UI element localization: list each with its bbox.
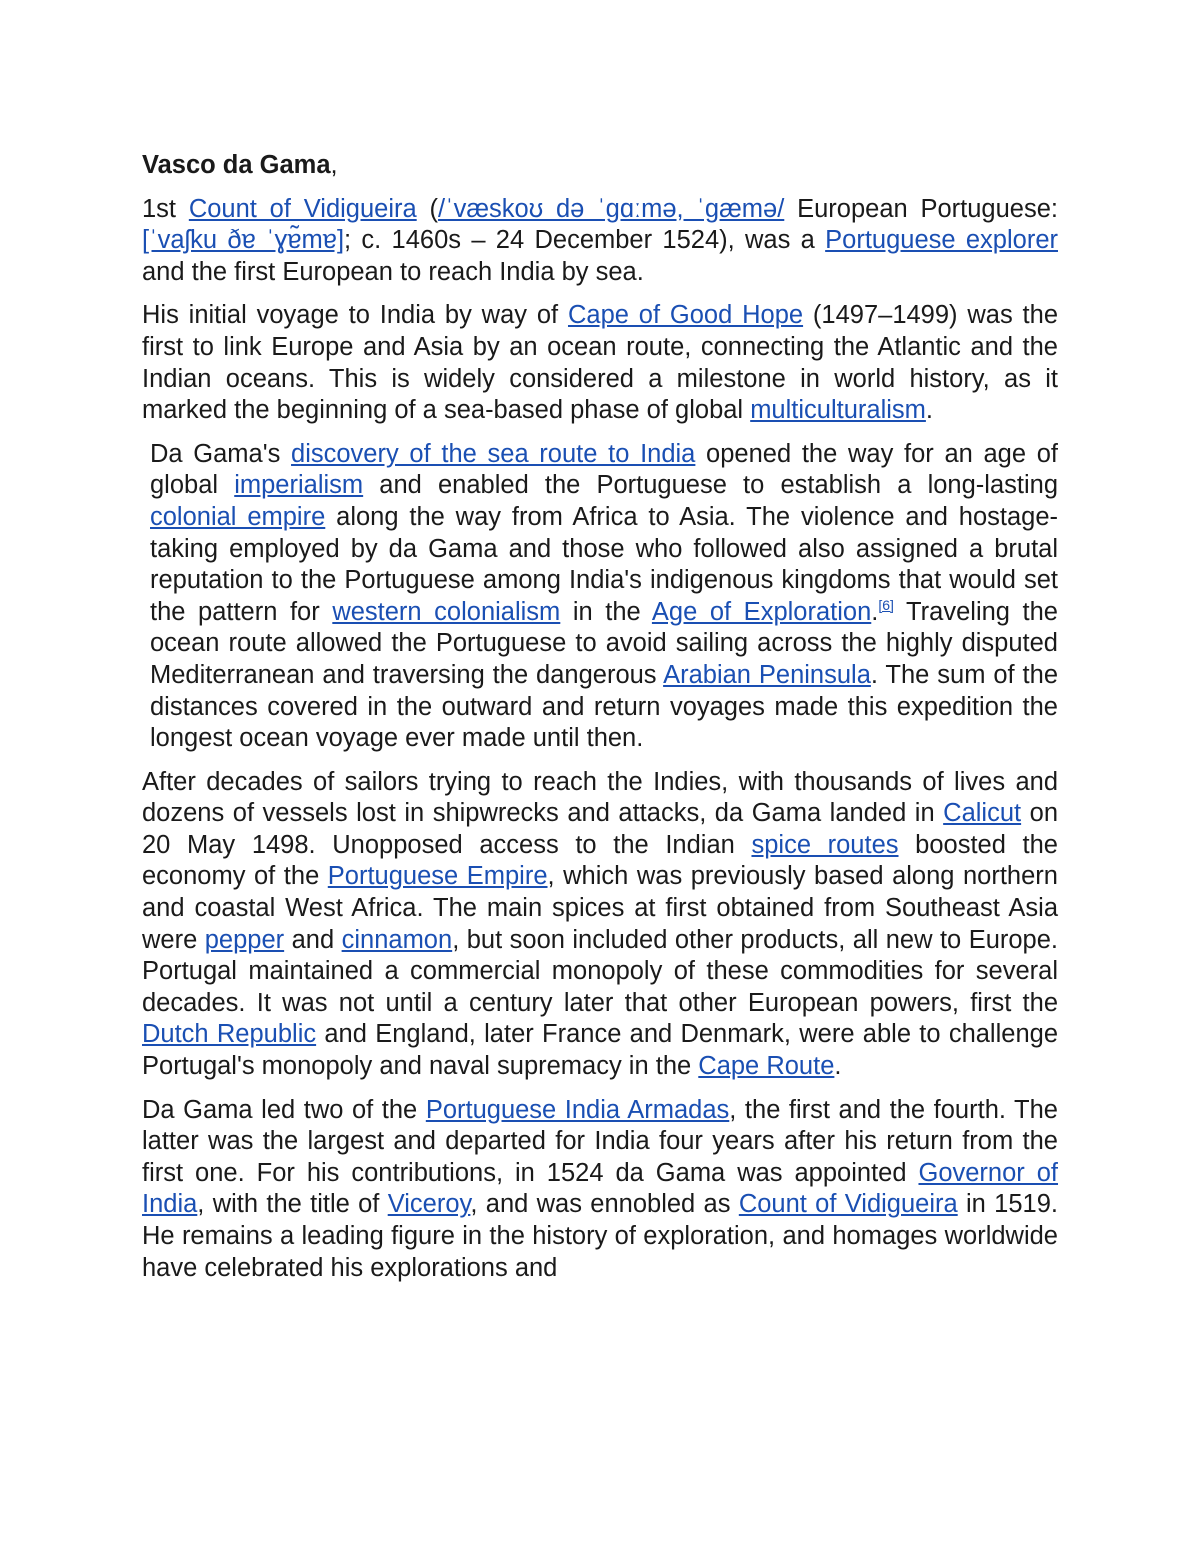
wiki-link[interactable]: Portuguese Empire — [327, 862, 548, 891]
text-run: . — [834, 1052, 842, 1081]
wiki-link[interactable]: Count of Vidigueira — [188, 194, 417, 223]
citation-superscript — [878, 597, 894, 613]
text-run: Da Gama's — [150, 439, 292, 468]
text-run: ( — [416, 194, 439, 223]
wiki-link[interactable]: Age of Exploration — [651, 597, 872, 626]
text-run: and enabled the Portuguese to establish a long-lasting — [363, 471, 1059, 500]
citation-link[interactable]: [6] — [878, 596, 894, 613]
paragraph-1 — [142, 194, 1058, 289]
wiki-link[interactable]: Portuguese explorer — [825, 226, 1058, 255]
text-run: , but soon included other products, all new to Europe. Portugal maintained a commercial monopoly of these commodities for several decades. It was not until a century later that other European powers, first the — [142, 925, 1059, 1017]
wiki-link[interactable]: cinnamon — [341, 925, 453, 954]
document-body — [142, 194, 1058, 1285]
paragraph-2 — [142, 300, 1058, 426]
document-title — [142, 150, 1058, 182]
wiki-link[interactable]: Portuguese India Armadas — [425, 1095, 730, 1124]
title-name: Vasco da Gama — [142, 151, 331, 179]
text-run: , and was ennobled as — [470, 1190, 739, 1219]
paragraph-3 — [142, 439, 1058, 755]
text-run: , which was previously based along northern and coastal West Africa. The main spices at first obtained from Southeast Asia were — [142, 862, 1058, 954]
text-run: 1st — [142, 194, 189, 223]
text-run: . — [925, 396, 933, 425]
wiki-link[interactable]: imperialism — [234, 471, 364, 500]
text-run: His initial voyage to India by way of — [142, 301, 568, 330]
text-run: Traveling the ocean route allowed the Portuguese to avoid sailing across the highly disputed Mediterranean and traversing the dangerous — [150, 597, 1058, 689]
wiki-link[interactable]: Dutch Republic — [142, 1020, 317, 1049]
text-run: boosted the economy of the — [142, 830, 1058, 891]
text-run: opened the way for an age of global — [150, 439, 1058, 500]
text-run: and — [284, 925, 342, 954]
text-run: (1497–1499) was the first to link Europe and Asia by an ocean route, connecting the Atlantic and the Indian oceans. This is widely considered a milestone in world history, as it marked the beginning of a sea-based phase of global — [142, 301, 1059, 425]
text-run: ; c. 1460s – 24 December 1524), was a — [344, 226, 826, 255]
paragraph-4 — [142, 767, 1058, 1083]
text-run: in the — [560, 597, 652, 626]
wiki-link[interactable]: colonial empire — [150, 502, 326, 531]
wiki-link[interactable]: [ˈvaʃku ðɐ ˈɣɐ̃mɐ] — [142, 226, 345, 255]
wiki-link[interactable]: western colonialism — [332, 597, 561, 626]
text-run: and the first European to reach India by sea. — [142, 257, 644, 286]
text-run: , with the title of — [197, 1190, 388, 1219]
wiki-link[interactable]: spice routes — [751, 830, 899, 859]
paragraph-5 — [142, 1095, 1058, 1285]
title-punctuation: , — [330, 151, 338, 179]
text-run: on 20 May 1498. Unopposed access to the Indian — [142, 799, 1059, 859]
wiki-link[interactable]: Cape of Good Hope — [567, 301, 804, 330]
wiki-link[interactable]: /ˈvæskoʊ də ˈɡɑːmə, ˈɡæmə/ — [438, 194, 785, 223]
wiki-link[interactable]: multiculturalism — [750, 396, 926, 425]
wiki-link[interactable]: Viceroy — [387, 1190, 471, 1219]
text-run: After decades of sailors trying to reach the Indies, with thousands of lives and dozens of vessels lost in shipwrecks and attacks, da Gama landed in — [142, 767, 1058, 828]
text-run: in 1519. He remains a leading figure in the history of exploration, and homages worldwide have celebrated his explorations and — [142, 1190, 1058, 1282]
wiki-link[interactable]: pepper — [204, 925, 285, 954]
text-run: and England, later France and Denmark, were able to challenge Portugal's monopoly and naval supremacy in the — [142, 1020, 1058, 1081]
text-run: along the way from Africa to Asia. The violence and hostage-taking employed by da Gama and those who followed also assigned a brutal reputation to the Portuguese among India's indigenous kingdoms that would set the pattern for — [150, 502, 1058, 626]
text-run: . The sum of the distances covered in the outward and return voyages made this expedition the longest ocean voyage ever made until then. — [150, 660, 1059, 753]
wiki-link[interactable]: Arabian Peninsula — [663, 660, 871, 689]
text-run: European Portuguese: — [784, 194, 1058, 223]
document-page — [142, 150, 1058, 1296]
wiki-link[interactable]: Governor of India — [142, 1158, 1059, 1219]
text-run: . — [871, 597, 879, 626]
wiki-link[interactable]: Count of Vidigueira — [738, 1190, 958, 1219]
wiki-link[interactable]: discovery of the sea route to India — [291, 439, 696, 468]
wiki-link[interactable]: Calicut — [943, 799, 1022, 828]
text-run: , the first and the fourth. The latter was the largest and departed for India four years after his return from the first one. For his contributions, in 1524 da Gama was appointed — [142, 1095, 1058, 1187]
text-run: Da Gama led two of the — [142, 1095, 426, 1124]
wiki-link[interactable]: Cape Route — [698, 1052, 835, 1081]
